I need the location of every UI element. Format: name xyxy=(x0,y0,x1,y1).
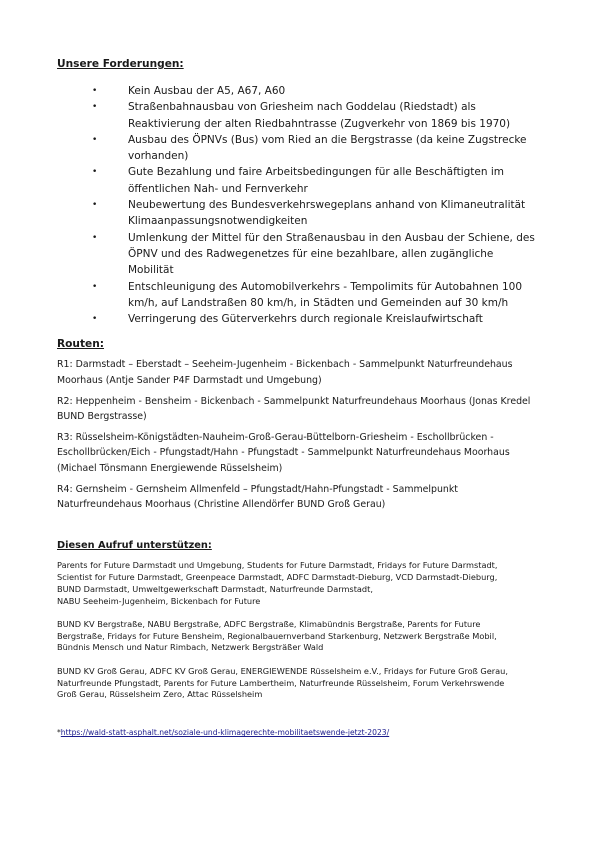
footnote-marker: * xyxy=(57,728,61,738)
supporter-line: BUND KV Groß Gerau, ADFC KV Groß Gerau, ENERGIEWENDE Rüsselsheim e.V., Fridays for Future Groß Gerau, xyxy=(57,665,508,676)
supporter-line: Groß Gerau, Rüsselsheim Zero, Attac Rüsselsheim xyxy=(57,689,263,700)
demand-item xyxy=(57,197,537,230)
bullet-icon: • xyxy=(92,102,98,113)
supporters-list xyxy=(57,560,537,701)
document-page xyxy=(57,58,537,738)
supporter-line: Naturfreunde Pfungstadt, Parents for Future Lambertheim, Naturfreunde Rüsselsheim, Forum Verkehrswende xyxy=(57,677,505,688)
demand-line: vorhanden) xyxy=(128,150,189,163)
bullet-icon: • xyxy=(92,167,98,178)
demand-item xyxy=(57,311,537,327)
route-item xyxy=(57,394,537,426)
demand-item xyxy=(57,132,537,165)
bullet-icon: • xyxy=(92,281,98,292)
route-item xyxy=(57,482,537,514)
route-line: R4: Gernsheim - Gernsheim Allmenfeld – Pfungstadt/Hahn-Pfungstadt - Sammelpunkt xyxy=(57,483,458,495)
supporter-line: Scientist for Future Darmstadt, Greenpeace Darmstadt, ADFC Darmstadt-Dieburg, VCD Darmstadt-Dieburg, xyxy=(57,571,498,582)
demand-line: Mobilität xyxy=(128,264,174,277)
demand-item xyxy=(57,230,537,279)
demand-line: Neubewertung des Bundesverkehrswegeplans anhand von Klimaneutralität xyxy=(128,199,526,212)
bullet-icon: • xyxy=(92,232,98,243)
route-line: (Michael Tönsmann Energiewende Rüsselsheim) xyxy=(57,463,283,475)
route-line: R3: Rüsselsheim-Königstädten-Nauheim-Groß-Gerau-Büttelborn-Griesheim - Eschollbrücken - xyxy=(57,431,494,443)
route-line: BUND Bergstrasse) xyxy=(57,411,147,423)
route-line: R1: Darmstadt – Eberstadt – Seeheim-Jugenheim - Bickenbach - Sammelpunkt Naturfreundehaus xyxy=(57,359,513,371)
demand-line: Gute Bezahlung und faire Arbeitsbedingungen für alle Beschäftigten im xyxy=(128,166,505,179)
footnote-link[interactable]: https://wald-statt-asphalt.net/soziale-und-klimagerechte-mobilitaetswende-jetzt-2023/ xyxy=(60,728,390,738)
demand-line: Reaktivierung der alten Riedbahntrasse (Zugverkehr von 1869 bis 1970) xyxy=(128,117,511,130)
demand-item xyxy=(57,164,537,197)
demand-line: Umlenkung der Mittel für den Straßenausbau in den Ausbau der Schiene, des xyxy=(128,231,535,244)
supporter-line: Bergstraße, Fridays for Future Bensheim, Regionalbauernverband Starkenburg, Netzwerk Bergstraße Mobil, xyxy=(57,630,497,641)
demand-line: km/h, auf Landstraßen 80 km/h, in Städten und Gemeinden auf 30 km/h xyxy=(128,296,509,309)
demand-line: Entschleunigung des Automobilverkehrs - Tempolimits für Autobahnen 100 xyxy=(128,280,523,293)
supporters-heading: Diesen Aufruf unterstützen: xyxy=(57,540,212,552)
supporter-line: Parents for Future Darmstadt und Umgebung, Students for Future Darmstadt, Fridays for Future Darmstadt, xyxy=(57,560,498,571)
footnote xyxy=(57,728,537,738)
demand-item xyxy=(57,279,537,312)
route-item xyxy=(57,430,537,477)
demands-list xyxy=(57,83,537,327)
demand-item xyxy=(57,99,537,132)
demand-line: ÖPNV und des Radwegenetzes für eine bezahlbare, allen zugängliche xyxy=(128,247,494,260)
supporter-group xyxy=(57,666,537,701)
supporter-line: Bündnis Mensch und Natur Rimbach, Netzwerk Bergsträßer Wald xyxy=(57,642,324,653)
supporter-line: NABU Seeheim-Jugenheim, Bickenbach for Future xyxy=(57,595,261,606)
bullet-icon: • xyxy=(92,314,98,325)
bullet-icon: • xyxy=(92,200,98,211)
bullet-icon: • xyxy=(92,134,98,145)
supporter-line: BUND Darmstadt, Umweltgewerkschaft Darmstadt, Naturfreunde Darmstadt, xyxy=(57,583,373,594)
demand-item xyxy=(57,83,537,99)
routes-list xyxy=(57,357,537,513)
routes-heading: Routen: xyxy=(57,338,105,351)
demand-line: Verringerung des Güterverkehrs durch regionale Kreislaufwirtschaft xyxy=(128,313,483,326)
route-item xyxy=(57,357,537,389)
supporter-group xyxy=(57,619,537,654)
demand-line: Kein Ausbau der A5, A67, A60 xyxy=(128,85,286,97)
route-line: Eschollbrücken/Eich - Pfungstadt/Hahn - Pfungstadt - Sammelpunkt Naturfreundehaus Moorhaus xyxy=(57,447,510,459)
supporter-group xyxy=(57,560,537,607)
demand-line: Klimaanpassungsnotwendigkeiten xyxy=(128,215,308,228)
route-line: Naturfreundehaus Moorhaus (Christine Allendörfer BUND Groß Gerau) xyxy=(57,499,386,511)
bullet-icon: • xyxy=(92,86,98,96)
supporter-line: BUND KV Bergstraße, NABU Bergstraße, ADFC Bergstraße, Klimabündnis Bergstraße, Parents for Future xyxy=(57,618,481,629)
demand-line: öffentlichen Nah- und Fernverkehr xyxy=(128,182,308,195)
demands-heading: Unsere Forderungen: xyxy=(57,58,184,70)
route-line: R2: Heppenheim - Bensheim - Bickenbach - Sammelpunkt Naturfreundehaus Moorhaus (Jonas Kredel xyxy=(57,395,531,407)
demand-line: Ausbau des ÖPNVs (Bus) vom Ried an die Bergstrasse (da keine Zugstrecke xyxy=(128,133,527,146)
route-line: Moorhaus (Antje Sander P4F Darmstadt und Umgebung) xyxy=(57,375,322,387)
demand-line: Straßenbahnausbau von Griesheim nach Goddelau (Riedstadt) als xyxy=(128,101,476,114)
